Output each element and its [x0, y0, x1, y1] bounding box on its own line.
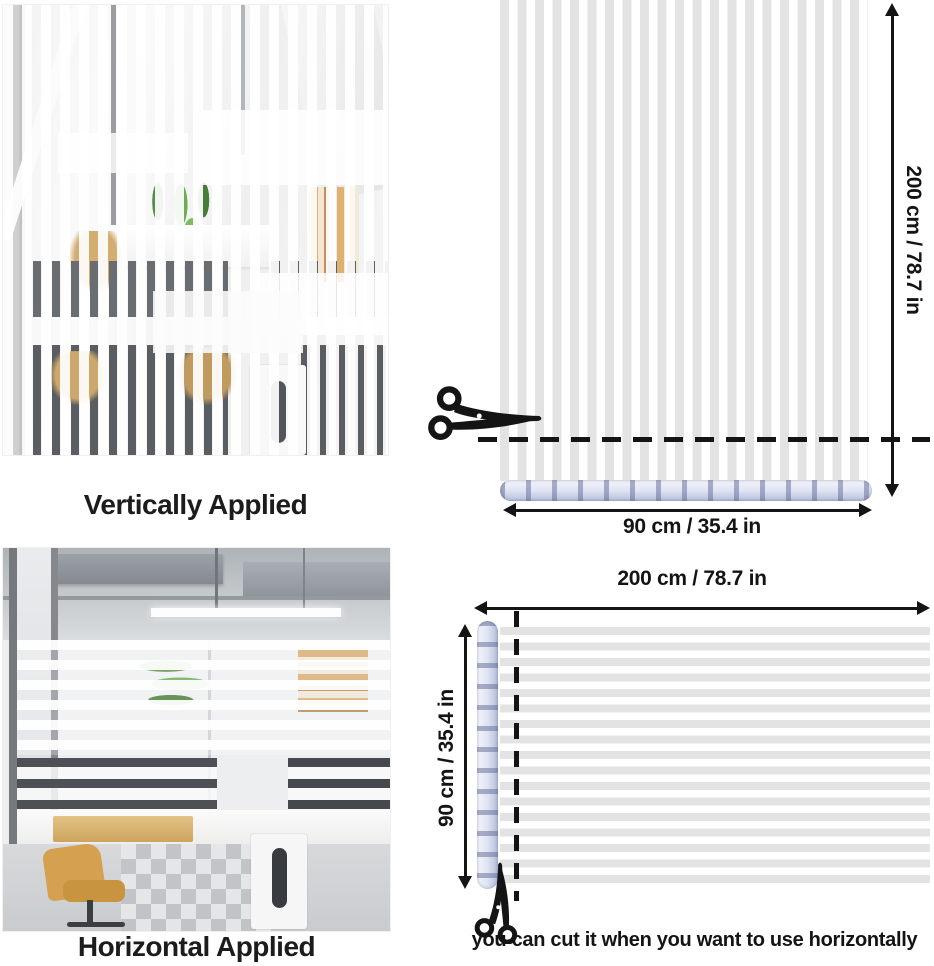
window-frame: [9, 548, 17, 848]
length-dimension-label: 200 cm / 78.7 in: [617, 567, 767, 590]
cut-instruction-note: you can cut it when you want to use horizontally: [471, 929, 918, 951]
office-chair-seat: [63, 880, 125, 902]
scissors-icon: [428, 386, 546, 448]
horizontal-applied-photo: [3, 548, 390, 931]
width-dimension-arrow: [458, 624, 473, 889]
frosted-patch: [153, 291, 303, 353]
frosted-patch: [58, 133, 188, 173]
wooden-table: [53, 816, 193, 842]
vertical-frosted-stripes: [3, 5, 388, 455]
width-dimension-label: 90 cm / 35.4 in: [623, 515, 761, 538]
cabinet-handle: [272, 848, 287, 908]
dark-slats: [288, 758, 390, 810]
pipe: [215, 548, 218, 610]
frosted-patch: [203, 110, 388, 185]
vertical-photo-caption: Vertically Applied: [83, 489, 308, 520]
office-chair-base: [67, 922, 125, 927]
film-sheet-vertical-stripes: [500, 0, 868, 481]
pipe: [3, 596, 390, 600]
film-roll: [477, 621, 498, 889]
air-duct: [243, 562, 390, 596]
height-dimension-label: 200 cm / 78.7 in: [902, 165, 925, 315]
film-sheet-horizontal-stripes: [500, 627, 930, 889]
width-dimension-label: 90 cm / 35.4 in: [435, 689, 458, 827]
checkered-floor: [121, 844, 271, 931]
horizontal-frosted-stripes: [17, 640, 390, 755]
height-dimension-arrow: [885, 3, 900, 497]
air-duct: [43, 554, 223, 584]
hanging-light: [151, 608, 341, 617]
horizontal-photo-caption: Horizontal Applied: [77, 931, 316, 962]
vertical-applied-photo: [3, 5, 388, 455]
film-roll: [500, 480, 872, 501]
office-chair-post: [87, 900, 93, 924]
cabinet: [251, 834, 307, 929]
dark-slats: [17, 758, 217, 810]
length-dimension-arrow: [474, 601, 930, 616]
pipe: [303, 548, 305, 608]
